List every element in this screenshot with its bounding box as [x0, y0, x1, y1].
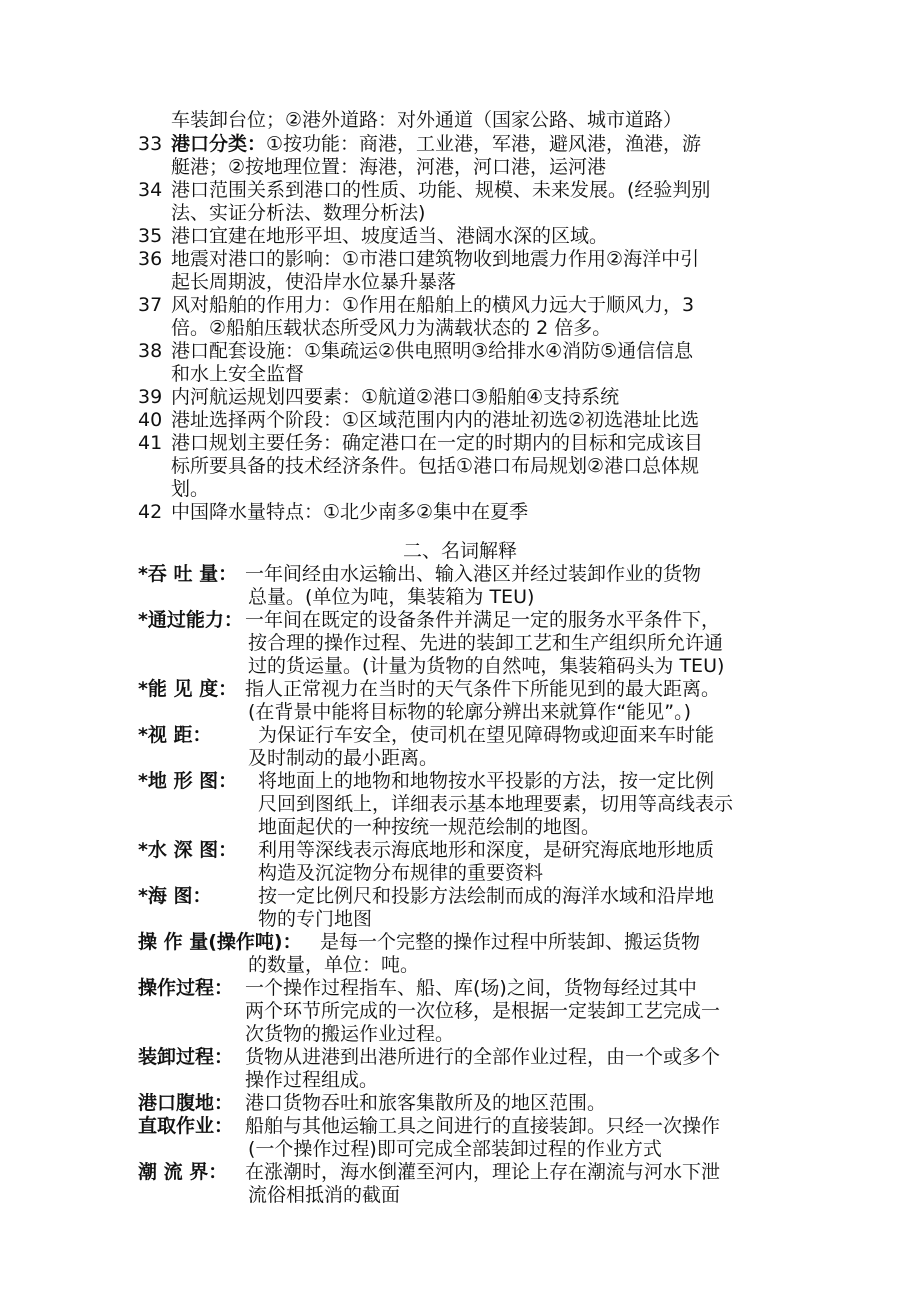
definition: 构造及沉淀物分布规律的重要资料	[258, 862, 544, 884]
item-number: 33	[138, 133, 163, 155]
definition: 一个操作过程指车、船、库(场)之间，货物每经过其中	[245, 977, 697, 999]
text: 港口规划主要任务：确定港口在一定的时期内的目标和完成该目	[171, 432, 704, 454]
definition: 指人正常视力在当时的天气条件下所能见到的最大距离。	[245, 678, 721, 700]
term-label: *地 形 图：	[138, 770, 238, 792]
item-number: 36	[138, 248, 163, 270]
definition: 按合理的操作过程、先进的装卸工艺和生产组织所允许通	[248, 632, 724, 654]
text: 地震对港口的影响：①市港口建筑物收到地震力作用②海洋中引	[171, 248, 700, 270]
term-label: 潮 流 界：	[138, 1161, 228, 1183]
definition: 是每一个完整的操作过程中所装卸、搬运货物	[320, 931, 701, 953]
term-label: 操作过程：	[138, 977, 234, 999]
definition: 过的货运量。(计量为货物的自然吨，集装箱码头为 TEU)	[248, 655, 725, 677]
item-number: 34	[138, 179, 163, 201]
definition: 及时制动的最小距离。	[248, 747, 439, 769]
item-heading: 港口分类：	[171, 133, 267, 155]
definition: 为保证行车安全，使司机在望见障碍物或迎面来车时能	[258, 724, 715, 746]
term-label: *能 见 度：	[138, 678, 238, 700]
text: 港址选择两个阶段：①区域范围内内的港址初选②初选港址比选	[171, 409, 700, 431]
definition: 利用等深线表示海底地形和深度，是研究海底地形地质	[258, 839, 715, 861]
item-number: 42	[138, 501, 163, 523]
term-label: *视 距：	[138, 724, 212, 746]
definition: 货物从进港到出港所进行的全部作业过程，由一个或多个	[245, 1046, 721, 1068]
item-number: 37	[138, 294, 163, 316]
definition: 一年间经由水运输出、输入港区并经过装卸作业的货物	[245, 563, 702, 585]
item-number: 35	[138, 225, 163, 247]
item-number: 38	[138, 340, 163, 362]
definition: 一年间在既定的设备条件并满足一定的服务水平条件下，	[245, 609, 721, 631]
definition: 总量。(单位为吨，集装箱为 TEU)	[248, 586, 535, 608]
definition: 流俗相抵消的截面	[248, 1184, 401, 1206]
text: 中国降水量特点：①北少南多②集中在夏季	[171, 501, 529, 523]
definition: 的数量，单位：吨。	[248, 954, 420, 976]
definition: 按一定比例尺和投影方法绘制而成的海洋水域和沿岸地	[258, 885, 715, 907]
definition: 船舶与其他运输工具之间进行的直接装卸。只经一次操作	[245, 1115, 721, 1137]
definition: 地面起伏的一种按统一规范绘制的地图。	[258, 816, 601, 838]
definition: 将地面上的地物和地物按水平投影的方法，按一定比例	[258, 770, 715, 792]
term-label: *水 深 图：	[138, 839, 238, 861]
text: 港口配套设施：①集疏运②供电照明③给排水④消防⑤通信信息	[171, 340, 694, 362]
text: 标所要具备的技术经济条件。包括①港口布局规划②港口总体规	[171, 455, 700, 477]
definition: 两个环节所完成的一次位移，是根据一定装卸工艺完成一	[245, 1000, 721, 1022]
term-label: 直取作业：	[138, 1115, 234, 1137]
definition: 物的专门地图	[258, 908, 373, 930]
definition: 在涨潮时，海水倒灌至河内，理论上存在潮流与河水下泄	[245, 1161, 721, 1183]
definition: (在背景中能将目标物的轮廓分辨出来就算作“能见”。)	[248, 701, 692, 723]
term-label: *海 图：	[138, 885, 212, 907]
term-label: 操 作 量(操作吨)：	[138, 931, 302, 953]
term-label: *通过能力：	[138, 609, 243, 631]
section-title: 二、名词解释	[402, 540, 517, 562]
term-label: 港口腹地：	[138, 1092, 234, 1114]
text: 车装卸台位；②港外道路：对外通道（国家公路、城市道路）	[171, 109, 683, 131]
text: 艇港；②按地理位置：海港，河港，河口港，运河港	[171, 156, 607, 178]
item-number: 39	[138, 386, 163, 408]
text: 港口范围关系到港口的性质、功能、规模、未来发展。(经验判别	[171, 179, 711, 201]
text: 内河航运规划四要素：①航道②港口③船舶④支持系统	[171, 386, 620, 408]
text: 划。	[171, 478, 210, 500]
item-number: 41	[138, 432, 163, 454]
definition: 次货物的搬运作业过程。	[245, 1023, 455, 1045]
item-number: 40	[138, 409, 163, 431]
text: 倍。②船舶压载状态所受风力为满载状态的 2 倍多。	[171, 317, 612, 339]
text: 和水上安全监督	[171, 363, 305, 385]
text: ①按功能：商港，工业港，军港，避风港，渔港，游	[266, 133, 702, 155]
text: 起长周期波，使沿岸水位暴升暴落	[171, 271, 457, 293]
definition: 操作过程组成。	[245, 1069, 379, 1091]
definition: 尺回到图纸上，详细表示基本地理要素，切用等高线表示	[258, 793, 734, 815]
definition: 港口货物吞吐和旅客集散所及的地区范围。	[245, 1092, 607, 1114]
text: 港口宜建在地形平坦、坡度适当、港阔水深的区域。	[171, 225, 609, 247]
term-label: 装卸过程：	[138, 1046, 234, 1068]
term-label: *吞 吐 量：	[138, 563, 238, 585]
text: 风对船舶的作用力：①作用在船舶上的横风力远大于顺风力，3	[171, 294, 695, 316]
definition: (一个操作过程)即可完成全部装卸过程的作业方式	[248, 1138, 662, 1160]
text: 法、实证分析法、数理分析法)	[171, 202, 426, 224]
